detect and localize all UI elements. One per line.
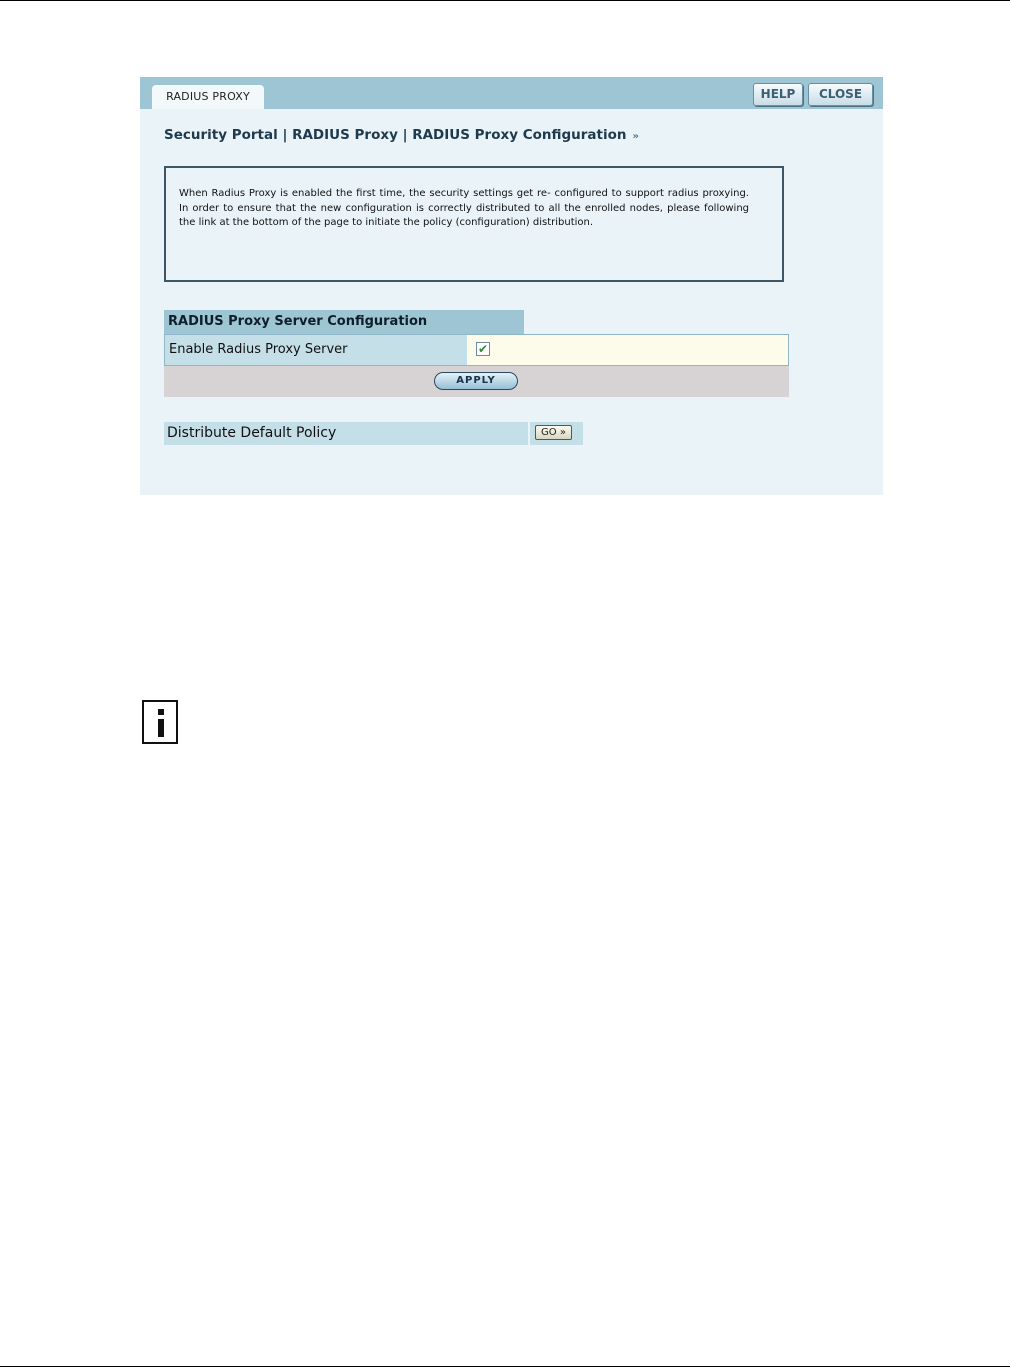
enable-proxy-label: Enable Radius Proxy Server [165,335,467,365]
apply-button[interactable]: APPLY [434,372,518,390]
radius-proxy-window [140,77,883,495]
help-button[interactable]: HELP [753,83,803,106]
page-bottom-rule [0,1366,1010,1367]
tab-radius-proxy[interactable]: RADIUS PROXY [152,85,264,109]
go-cell [530,422,583,445]
enable-proxy-row [164,334,789,366]
info-dot [158,709,164,715]
info-bar [158,719,164,737]
info-message-text: When Radius Proxy is enabled the first time, the security settings get re- configured to support radius proxying. In order to ensure that the new configuration is correctly distributed to all the enrolled nodes, please following the link at the bottom of the page to initiate the policy (configuration) distribution. [179,188,749,228]
close-button[interactable]: CLOSE [808,83,873,106]
breadcrumb-text: Security Portal | RADIUS Proxy | RADIUS Proxy Configuration [164,127,627,143]
apply-bar [164,366,789,397]
enable-proxy-checkbox[interactable] [476,342,490,356]
checkmark-icon: ✔ [477,342,489,356]
info-message-box [164,166,784,282]
distribute-policy-row [164,422,584,445]
go-button[interactable]: GO » [535,425,572,440]
section-title-server-config: RADIUS Proxy Server Configuration [164,310,524,334]
page-top-rule [0,0,1010,1]
chevron-right-icon: » [632,131,639,142]
breadcrumb [164,127,639,143]
distribute-policy-label: Distribute Default Policy [164,422,528,445]
window-titlebar [140,77,883,109]
info-note-icon [142,700,178,744]
